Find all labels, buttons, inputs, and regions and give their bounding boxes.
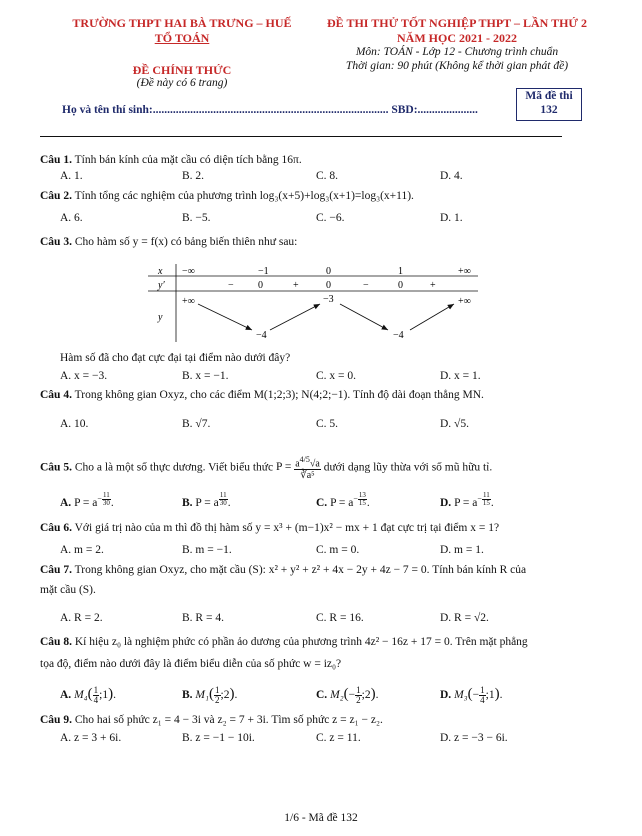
question-9: Câu 9. Cho hai số phức z₁ = 4 − 3i và z₂ = 7 + 3i. Tìm số phức z = z₁ − z₂. xyxy=(40,714,383,726)
question-5: Câu 5. Cho a là một số thực dương. Viết biểu thức P = $\frac{a^{4/5}√a}{\text{∛a⁵}}$ dưới dạng lũy thừa với số mũ hữu tỉ. xyxy=(40,455,493,482)
q8-option-c[interactable]: C. M₂(− $\frac{1}{2}$ ;2). xyxy=(316,685,379,705)
q4-option-a[interactable]: A. 10. xyxy=(60,418,89,430)
question-7-cont: mặt cầu (S). xyxy=(40,584,96,596)
q9-option-b[interactable]: B. z = −1 − 10i. xyxy=(182,732,255,744)
subject-line: Môn: TOÁN - Lớp 12 - Chương trình chuẩn xyxy=(355,46,559,58)
question-6-options xyxy=(0,544,642,558)
vt-yp-1: 0 xyxy=(258,280,263,291)
exam-code-box xyxy=(516,88,582,121)
q6-option-c[interactable]: C. m = 0. xyxy=(316,544,360,556)
vt-x-2: 0 xyxy=(326,266,331,277)
q4-option-c[interactable]: C. 5. xyxy=(316,418,339,430)
school-year: NĂM HỌC 2021 - 2022 xyxy=(397,31,517,45)
question-7: Câu 7. Trong không gian Oxyz, cho mặt cầu (S): x² + y² + z² + 4x − 2y + 4z − 7 = 0. Tính bán kính R của xyxy=(40,564,527,576)
vt-y-4: +∞ xyxy=(458,296,471,307)
q2-option-a[interactable]: A. 6. xyxy=(60,212,83,224)
vt-y-3: −4 xyxy=(393,330,404,341)
question-4: Câu 4. Trong không gian Oxyz, cho các điểm M(1;2;3); N(4;2;−1). Tính độ dài đoạn thẳng MN. xyxy=(40,389,484,401)
q1-option-c[interactable]: C. 8. xyxy=(316,170,339,182)
q4-option-b[interactable]: B. √7. xyxy=(182,418,211,430)
question-7-options xyxy=(0,612,642,626)
q1-option-a[interactable]: A. 1. xyxy=(60,170,83,182)
q9-option-a[interactable]: A. z = 3 + 6i. xyxy=(60,732,122,744)
vt-yprime-label: y′ xyxy=(158,280,165,291)
q8-option-d[interactable]: D. M₃(− $\frac{1}{4}$ ;1). xyxy=(440,685,503,705)
q8-option-a[interactable]: A. M₄( $\frac{1}{4}$ ;1). xyxy=(60,685,116,705)
time-line: Thời gian: 90 phút (Không kể thời gian phát đề) xyxy=(345,60,569,72)
q3-option-a[interactable]: A. x = −3. xyxy=(60,370,108,382)
page-footer: 1/6 - Mã đề 132 xyxy=(284,812,358,824)
question-8-cont: tọa độ, điểm nào dưới đây là điểm biểu diễn của số phức w = iz₀? xyxy=(40,658,342,670)
vt-arrow-1 xyxy=(198,304,252,330)
vt-yp-6: + xyxy=(430,280,436,291)
q2-option-b[interactable]: B. −5. xyxy=(182,212,211,224)
vt-y-2: −3 xyxy=(323,294,334,305)
exam-code-value: 132 xyxy=(540,104,558,116)
q2-option-d[interactable]: D. 1. xyxy=(440,212,463,224)
q8-option-b[interactable]: B. M₁( $\frac{1}{2}$ ;2). xyxy=(182,685,238,705)
q7-option-a[interactable]: A. R = 2. xyxy=(60,612,103,624)
vt-y-1: −4 xyxy=(256,330,267,341)
student-info-line: Họ và tên thí sinh:.................................................................................. SBD:..................... xyxy=(62,104,478,116)
vt-x-label: x xyxy=(158,266,163,277)
vt-yp-0: − xyxy=(228,280,234,291)
q7-option-d[interactable]: D. R = √2. xyxy=(440,612,489,624)
vt-yp-5: 0 xyxy=(398,280,403,291)
vt-yp-3: 0 xyxy=(326,280,331,291)
vt-arrow-3 xyxy=(340,304,388,330)
q3-option-b[interactable]: B. x = −1. xyxy=(182,370,229,382)
school-name: TRƯỜNG THPT HAI BÀ TRƯNG – HUẾ xyxy=(72,16,292,30)
q5-option-c[interactable]: C. $P = a^{- \frac{13}{15}}$ . xyxy=(316,491,370,510)
q6-option-a[interactable]: A. m = 2. xyxy=(60,544,104,556)
question-1-options xyxy=(0,170,642,184)
vt-x-0: −∞ xyxy=(182,266,195,277)
q9-option-d[interactable]: D. z = −3 − 6i. xyxy=(440,732,508,744)
question-3: Câu 3. Cho hàm số y = f(x) có bảng biến thiên như sau: xyxy=(40,236,298,248)
header-divider xyxy=(40,136,562,137)
vt-arrow-4 xyxy=(410,304,454,330)
vt-x-4: +∞ xyxy=(458,266,471,277)
vt-yp-4: − xyxy=(363,280,369,291)
q7-option-b[interactable]: B. R = 4. xyxy=(182,612,224,624)
vt-y-0: +∞ xyxy=(182,296,195,307)
vt-x-1: −1 xyxy=(258,266,269,277)
q5-option-a[interactable]: A. $P = a^{- \frac{11}{30}}$ . xyxy=(60,491,114,510)
vt-yp-2: + xyxy=(293,280,299,291)
q6-option-b[interactable]: B. m = −1. xyxy=(182,544,232,556)
q9-option-c[interactable]: C. z = 11. xyxy=(316,732,361,744)
q6-option-d[interactable]: D. m = 1. xyxy=(440,544,484,556)
question-3-options xyxy=(0,370,642,384)
question-4-options xyxy=(0,418,642,432)
question-9-options xyxy=(0,732,642,746)
q5-expression: P = $\frac{a^{4/5}√a}{\text{∛a⁵}}$ xyxy=(275,455,320,482)
question-2-options xyxy=(0,212,642,226)
vt-arrow-2 xyxy=(270,304,320,330)
question-2: Câu 2. Tính tổng các nghiệm của phương trình log₃(x+5)+log₃(x+1)=log₃(x+11). xyxy=(40,190,414,202)
question-1: Câu 1. Tính bán kính của mặt cầu có diện tích bằng 16π. xyxy=(40,154,302,166)
variation-table-svg xyxy=(148,264,478,342)
exam-code-label: Mã đề thi xyxy=(525,90,573,102)
question-3-prompt: Hàm số đã cho đạt cực đại tại điểm nào dưới đây? xyxy=(60,352,291,364)
official-label: ĐỀ CHÍNH THỨC xyxy=(132,63,232,77)
q7-option-c[interactable]: C. R = 16. xyxy=(316,612,364,624)
q5-option-b[interactable]: B. P = a $^{\frac{11}{30}}$ . xyxy=(182,491,231,510)
q3-option-d[interactable]: D. x = 1. xyxy=(440,370,481,382)
department: TỔ TOÁN xyxy=(154,31,210,45)
vt-y-label: y xyxy=(158,312,163,323)
exam-title: ĐỀ THI THỬ TỐT NGHIỆP THPT – LẦN THỨ 2 xyxy=(327,16,587,30)
q2-option-c[interactable]: C. −6. xyxy=(316,212,345,224)
question-8-options xyxy=(0,686,642,706)
q3-option-c[interactable]: C. x = 0. xyxy=(316,370,357,382)
q4-option-d[interactable]: D. √5. xyxy=(440,418,469,430)
question-5-options xyxy=(0,492,642,508)
question-6: Câu 6. Với giá trị nào của m thì đồ thị hàm số y = x³ + (m−1)x² − mx + 1 đạt cực trị tại điểm x = 1? xyxy=(40,522,500,534)
q1-option-b[interactable]: B. 2. xyxy=(182,170,205,182)
pages-note: (Đề này có 6 trang) xyxy=(136,77,228,89)
q5-option-d[interactable]: D. $P = a^{- \frac{11}{15}}$ . xyxy=(440,491,494,510)
variation-table xyxy=(148,264,478,342)
question-8: Câu 8. Kí hiệu z₀ là nghiệm phức có phần ảo dương của phương trình 4z² − 16z + 17 = 0. Trên mặt phẳng xyxy=(40,636,528,648)
vt-x-3: 1 xyxy=(398,266,403,277)
q1-option-d[interactable]: D. 4. xyxy=(440,170,463,182)
